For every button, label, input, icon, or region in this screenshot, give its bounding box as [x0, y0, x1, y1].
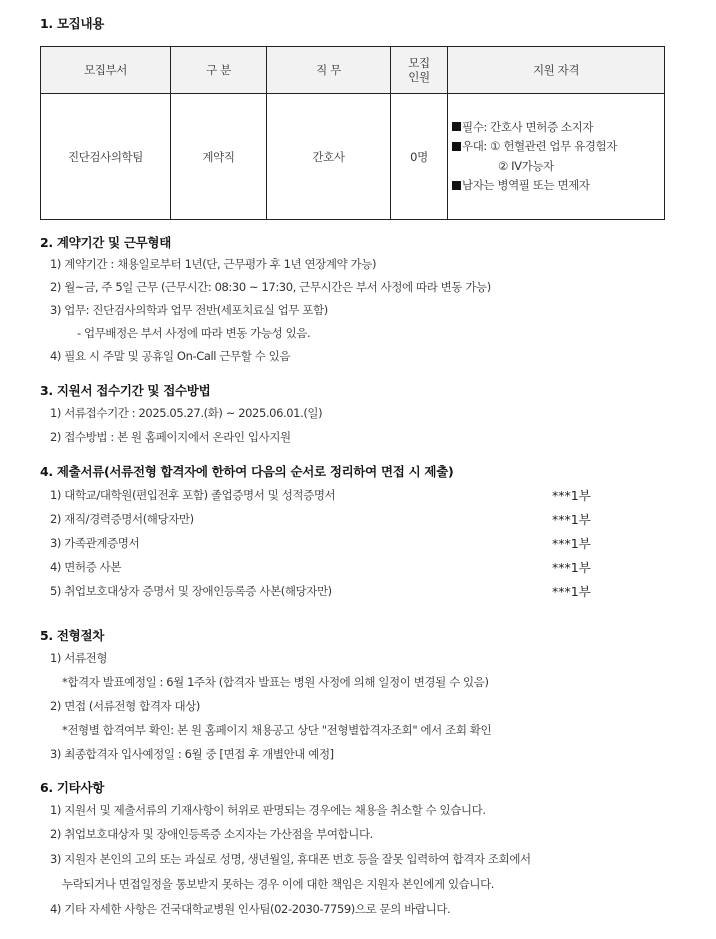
contract-line: 3) 업무: 진단검사의학과 업무 전반(세포치료실 업무 포함)	[50, 303, 328, 317]
qual-military-line	[452, 176, 664, 196]
qual-preferred-1: 우대: ① 헌혈관련 업무 유경험자	[462, 139, 617, 153]
header-type: 구 분	[171, 47, 267, 94]
document-item: 5) 취업보호대상자 증명서 및 장애인등록증 사본(해당자만)	[50, 584, 332, 598]
section-title-etc: 6. 기타사항	[40, 780, 104, 795]
document-item: 2) 재직/경력증명서(해당자만)	[50, 512, 194, 526]
qual-required: 필수: 간호사 면허증 소지자	[462, 119, 594, 134]
square-bullet-icon	[452, 122, 461, 131]
section-title-contract: 2. 계약기간 및 근무형태	[40, 235, 171, 250]
cell-qualification	[448, 94, 665, 220]
header-count-line2: 인원	[408, 70, 430, 84]
document-qty: ***1부	[552, 584, 591, 599]
document-qty: ***1부	[552, 560, 591, 575]
section-title-apply: 3. 지원서 접수기간 및 접수방법	[40, 383, 211, 398]
cell-count: 0명	[391, 94, 448, 220]
header-count-line1: 모집	[408, 56, 430, 70]
process-line: 3) 최종합격자 입사예정일 : 6월 중 [면접 후 개별안내 예정]	[50, 747, 334, 761]
document-item: 1) 대학교/대학원(편입전후 포함) 졸업증명서 및 성적증명서	[50, 488, 336, 502]
qual-required-line	[452, 118, 664, 138]
section-title-documents: 4. 제출서류(서류전형 합격자에 한하여 다음의 순서로 정리하여 면접 시 제출)	[40, 464, 454, 479]
header-duty: 직 무	[267, 47, 391, 94]
cell-dept: 진단검사의학팀	[41, 94, 171, 220]
etc-line: 2) 취업보호대상자 및 장애인등록증 소지자는 가산점을 부여합니다.	[50, 827, 373, 841]
process-line: 1) 서류전형	[50, 651, 108, 665]
etc-line: 4) 기타 자세한 사항은 건국대학교병원 인사팀(02-2030-7759)으로 문의 바랍니다.	[50, 902, 451, 916]
square-bullet-icon	[452, 142, 461, 151]
process-line: 2) 면접 (서류전형 합격자 대상)	[50, 699, 200, 713]
apply-line: 2) 접수방법 : 본 원 홈페이지에서 온라인 입사지원	[50, 430, 291, 444]
etc-line: 3) 지원자 본인의 고의 또는 과실로 성명, 생년월일, 휴대폰 번호 등을 잘못 입력하여 합격자 조회에서	[50, 852, 531, 866]
section-title-process: 5. 전형절차	[40, 628, 104, 643]
etc-line: 누락되거나 면접일정을 통보받지 못하는 경우 이에 대한 책임은 지원자 본인에게 있습니다.	[62, 877, 495, 891]
cell-duty: 간호사	[267, 94, 391, 220]
contract-line: 4) 필요 시 주말 및 공휴일 On-Call 근무할 수 있음	[50, 349, 291, 363]
section-title-recruit: 1. 모집내용	[40, 16, 104, 31]
square-bullet-icon	[452, 181, 461, 190]
process-line: *합격자 발표예정일 : 6월 1주차 (합격자 발표는 병원 사정에 의해 일정이 변경될 수 있음)	[62, 675, 489, 689]
header-dept: 모집부서	[41, 47, 171, 94]
document-qty: ***1부	[552, 536, 591, 551]
header-count	[391, 47, 448, 94]
recruit-table-row	[41, 94, 665, 220]
header-qualification: 지원 자격	[448, 47, 665, 94]
document-item: 4) 면허증 사본	[50, 560, 122, 574]
etc-line: 1) 지원서 및 제출서류의 기재사항이 허위로 판명되는 경우에는 채용을 취소할 수 있습니다.	[50, 803, 486, 817]
qual-military: 남자는 병역필 또는 면제자	[462, 178, 590, 192]
qual-preferred-2: ② IV가능자	[498, 158, 554, 173]
contract-line: 2) 월~금, 주 5일 근무 (근무시간: 08:30 ~ 17:30, 근무시간은 부서 사정에 따라 변동 가능)	[50, 280, 491, 294]
contract-line: 1) 계약기간 : 채용일로부터 1년(단, 근무평가 후 1년 연장계약 가능)	[50, 257, 377, 271]
document-qty: ***1부	[552, 512, 591, 527]
contract-line: - 업무배정은 부서 사정에 따라 변동 가능성 있음.	[77, 326, 311, 340]
cell-type: 계약직	[171, 94, 267, 220]
process-line: *전형별 합격여부 확인: 본 원 홈페이지 채용공고 상단 "전형별합격자조회" 에서 조회 확인	[62, 723, 492, 737]
document-item: 3) 가족관계증명서	[50, 536, 140, 550]
recruit-table-header-row	[41, 47, 665, 94]
apply-line: 1) 서류접수기간 : 2025.05.27.(화) ~ 2025.06.01.(일)	[50, 406, 323, 420]
recruit-table	[40, 46, 665, 220]
document-qty: ***1부	[552, 488, 591, 503]
qual-preferred-line	[452, 137, 664, 157]
